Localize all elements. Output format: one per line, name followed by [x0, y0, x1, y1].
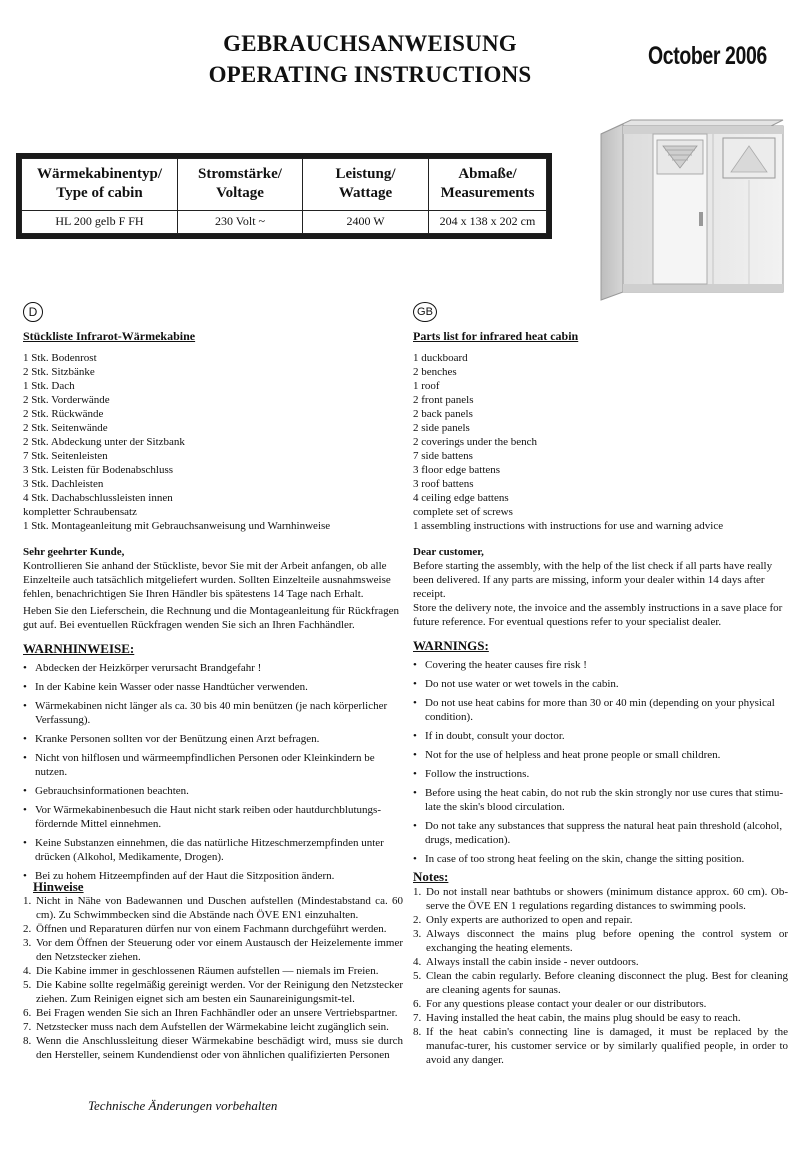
german-language-badge: D — [23, 302, 43, 322]
english-notes-heading: Notes: — [413, 869, 449, 884]
english-notes — [413, 870, 788, 1067]
list-item: 6. For any questions please contact your dealer or our distributors. — [413, 998, 707, 1010]
spec-cell-voltage: 230 Volt ~ — [178, 210, 303, 233]
german-warnings-list — [23, 661, 403, 883]
list-item: 5. Clean the cabin regularly. Before cleaning disconnect the plug. Best for cleaning are cleaning agents for saunas. — [413, 970, 788, 996]
list-item: 2 back panels — [413, 408, 473, 420]
spec-table-frame — [16, 153, 552, 239]
german-parts-heading: Stückliste Infrarot-Wärmekabine — [23, 329, 196, 343]
list-item: 1 roof — [413, 380, 440, 392]
list-item: 2 Stk. Vorderwände — [23, 394, 110, 406]
english-customer-paragraph-1: Before starting the assembly, with the help of the list check if all parts have really been delivered. If any parts are missing, inform your dealer within 14 days after receipt. — [413, 560, 773, 600]
list-item: • Do not take any substances that suppress the natural heat pain threshold (alcohol, drugs, medication). — [413, 819, 788, 847]
list-item: 4. Always install the cabin inside - never outdoors. — [413, 956, 639, 968]
footer-disclaimer: Technische Änderungen vorbehalten — [88, 1098, 278, 1113]
list-item: • Do not use water or wet towels in the cabin. — [413, 677, 788, 691]
english-customer-heading: Dear customer, — [413, 546, 484, 558]
document-title-en: OPERATING INSTRUCTIONS — [208, 62, 532, 87]
list-item: 2 Stk. Sitzbänke — [23, 366, 95, 378]
list-item: 3 roof battens — [413, 478, 474, 490]
english-parts-list — [413, 351, 788, 533]
list-item: 3 Stk. Leisten für Bodenabschluss — [23, 464, 174, 476]
list-item: • Vor Wärmekabinenbesuch die Haut nicht stark reiben oder hautdurchblutungs-fördernde Mittel einnehmen. — [23, 803, 403, 831]
spec-header-voltage: Stromstärke/ Voltage — [178, 159, 303, 211]
list-item: 2. Only experts are authorized to open and repair. — [413, 914, 633, 926]
spec-table — [21, 158, 547, 234]
list-item: 2 benches — [413, 366, 457, 378]
list-item: 1 Stk. Montageanleitung mit Gebrauchsanweisung und Warnhinweise — [23, 520, 331, 532]
german-customer-paragraph-1: Kontrollieren Sie anhand der Stückliste, bevor Sie mit der Arbeit anfangen, ob alle Einzelteile auch tatsächlich mitgeliefert wurden. Sollten Einzelteile ausnahmsweise fehlen, benachrichtigen Sie Ihren Händler bis spätestens 14 Tage nach Erhalt. — [23, 560, 391, 600]
list-item: • Keine Substanzen einnehmen, die das natürliche Hitzeschmerzempfinden unter drücken (Alkohol, Medikamente, Drogen). — [23, 836, 403, 864]
list-item: • Bei zu hohem Hitzeempfinden auf der Haut die Sitzposition ändern. — [23, 869, 403, 883]
list-item: 7 side battens — [413, 450, 473, 462]
list-item: • If in doubt, consult your doctor. — [413, 729, 788, 743]
list-item: 2 Stk. Abdeckung unter der Sitzbank — [23, 436, 185, 448]
spec-cell-measurements: 204 x 138 x 202 cm — [429, 210, 547, 233]
document-title-de: GEBRAUCHSANWEISUNG — [223, 31, 517, 56]
list-item: 1 Stk. Bodenrost — [23, 352, 97, 364]
list-item: 6. Bei Fragen wenden Sie sich an Ihren Fachhändler oder an unsere Vertriebspartner. — [23, 1007, 398, 1019]
list-item: 3 Stk. Dachleisten — [23, 478, 104, 490]
german-warnings-heading: WARNHINWEISE: — [23, 641, 135, 656]
list-item: • Gebrauchsinformationen beachten. — [23, 784, 403, 798]
german-customer-paragraph-2: Heben Sie den Lieferschein, die Rechnung und die Montageanleitung für Rückfragen gut auf. Bei eventuellen Rückfragen wenden Sie sich an Ihren Fachhändler. — [23, 605, 400, 631]
english-customer-paragraph-2: Store the delivery note, the invoice and the assembly instructions in a save place for future reference. For eventual questions refer to your specialist dealer. — [413, 602, 783, 628]
document-date: October 2006 — [648, 42, 767, 70]
list-item: • Abdecken der Heizkörper verursacht Brandgefahr ! — [23, 661, 403, 675]
list-item: 2 coverings under the bench — [413, 436, 538, 448]
spec-header-wattage: Leistung/ Wattage — [303, 159, 429, 211]
list-item: • Covering the heater causes fire risk ! — [413, 658, 788, 672]
list-item: 3 floor edge battens — [413, 464, 501, 476]
list-item: 1 Stk. Dach — [23, 380, 75, 392]
list-item: 4 ceiling edge battens — [413, 492, 509, 504]
list-item: • Do not use heat cabins for more than 30 or 40 min (depending on your physical condition). — [413, 696, 788, 724]
list-item: • Before using the heat cabin, do not rub the skin strongly nor use cures that stimu-late the skin's blood circulation. — [413, 786, 788, 814]
english-language-badge: GB — [413, 302, 437, 322]
list-item: 1 assembling instructions with instructions for use and warning advice — [413, 520, 724, 532]
list-item: 4. Die Kabine immer in geschlossenen Räumen aufstellen — niemals im Freien. — [23, 965, 379, 977]
list-item: • Kranke Personen sollten vor der Benützung einen Arzt befragen. — [23, 732, 403, 746]
list-item: 1. Nicht in Nähe von Badewannen und Duschen aufstellen (Mindestabstand ca. 60 cm). Zu Schwimmbecken sind die Abstände nach ÖVE EN1 einzuhalten. — [23, 895, 403, 921]
list-item: • Not for the use of helpless and heat prone people or small children. — [413, 748, 788, 762]
english-parts-heading: Parts list for infrared heat cabin — [413, 329, 579, 343]
list-item: 2 front panels — [413, 394, 474, 406]
cabin-illustration — [583, 112, 793, 307]
list-item: 1 duckboard — [413, 352, 468, 364]
german-customer-heading: Sehr geehrter Kunde, — [23, 546, 125, 558]
german-parts-list — [23, 351, 403, 533]
list-item: • Wärmekabinen nicht länger als ca. 30 bis 40 min benützen (je nach körperlicher Verfassung). — [23, 699, 403, 727]
list-item: 8. If the heat cabin's connecting line is damaged, it must be replaced by the manufac-turer, his customer service or by similarly qualified people, in order to avoid any danger. — [413, 1026, 788, 1066]
english-warnings-heading: WARNINGS: — [413, 638, 489, 653]
german-column — [23, 329, 403, 888]
english-column — [413, 329, 788, 871]
list-item: • Nicht von hilflosen und wärmeempfindlichen Personen oder Kleinkindern be nutzen. — [23, 751, 403, 779]
list-item: 2 Stk. Rückwände — [23, 408, 104, 420]
list-item: • In der Kabine kein Wasser oder nasse Handtücher verwenden. — [23, 680, 403, 694]
spec-cell-wattage: 2400 W — [303, 210, 429, 233]
list-item: kompletter Schraubensatz — [23, 506, 137, 518]
list-item: 7. Netzstecker muss nach dem Aufstellen der Wärmekabine leicht zugänglich sein. — [23, 1021, 389, 1033]
list-item: 5. Die Kabine sollte regelmäßig gereinigt werden. Vor der Reinigung den Netzstecker ziehen. Zum Reinigen eignet sich am besten ein Saunareinigungsmit-tel. — [23, 979, 403, 1005]
spec-header-measurements: Abmaße/ Measurements — [429, 159, 547, 211]
list-item: 2. Öffnen und Reparaturen dürfen nur von einem Fachmann durchgeführt werden. — [23, 923, 387, 935]
list-item: 2 side panels — [413, 422, 470, 434]
list-item: 7 Stk. Seitenleisten — [23, 450, 108, 462]
list-item: 2 Stk. Seitenwände — [23, 422, 108, 434]
list-item: 3. Always disconnect the mains plug before opening the control system or exchanging the heating elements. — [413, 928, 788, 954]
list-item: 8. Wenn die Anschlussleitung dieser Wärmekabine beschädigt wird, muss sie durch den Hersteller, seinem Kundendienst oder von ähnlichen qualifizierten Personen — [23, 1035, 403, 1061]
list-item: 3. Vor dem Öffnen der Steuerung oder vor einem Austausch der Heizelemente immer den Netzstecker ziehen. — [23, 937, 403, 963]
spec-header-cabin-type: Wärmekabinentyp/ Type of cabin — [22, 159, 178, 211]
list-item: • In case of too strong heat feeling on the skin, change the sitting position. — [413, 852, 788, 866]
list-item: • Follow the instructions. — [413, 767, 788, 781]
english-warnings-list — [413, 658, 788, 866]
list-item: 1. Do not install near bathtubs or showers (minimum distance approx. 60 cm). Ob-serve the ÖVE EN 1 regulations regarding distances to swimming pools. — [413, 886, 788, 912]
german-notes — [23, 880, 403, 1062]
list-item: 7. Having installed the heat cabin, the mains plug should be easy to reach. — [413, 1012, 741, 1024]
german-notes-heading: Hinweise — [33, 879, 84, 894]
spec-cell-cabin-type: HL 200 gelb F FH — [22, 210, 178, 233]
list-item: complete set of screws — [413, 506, 513, 518]
list-item: 4 Stk. Dachabschlussleisten innen — [23, 492, 173, 504]
